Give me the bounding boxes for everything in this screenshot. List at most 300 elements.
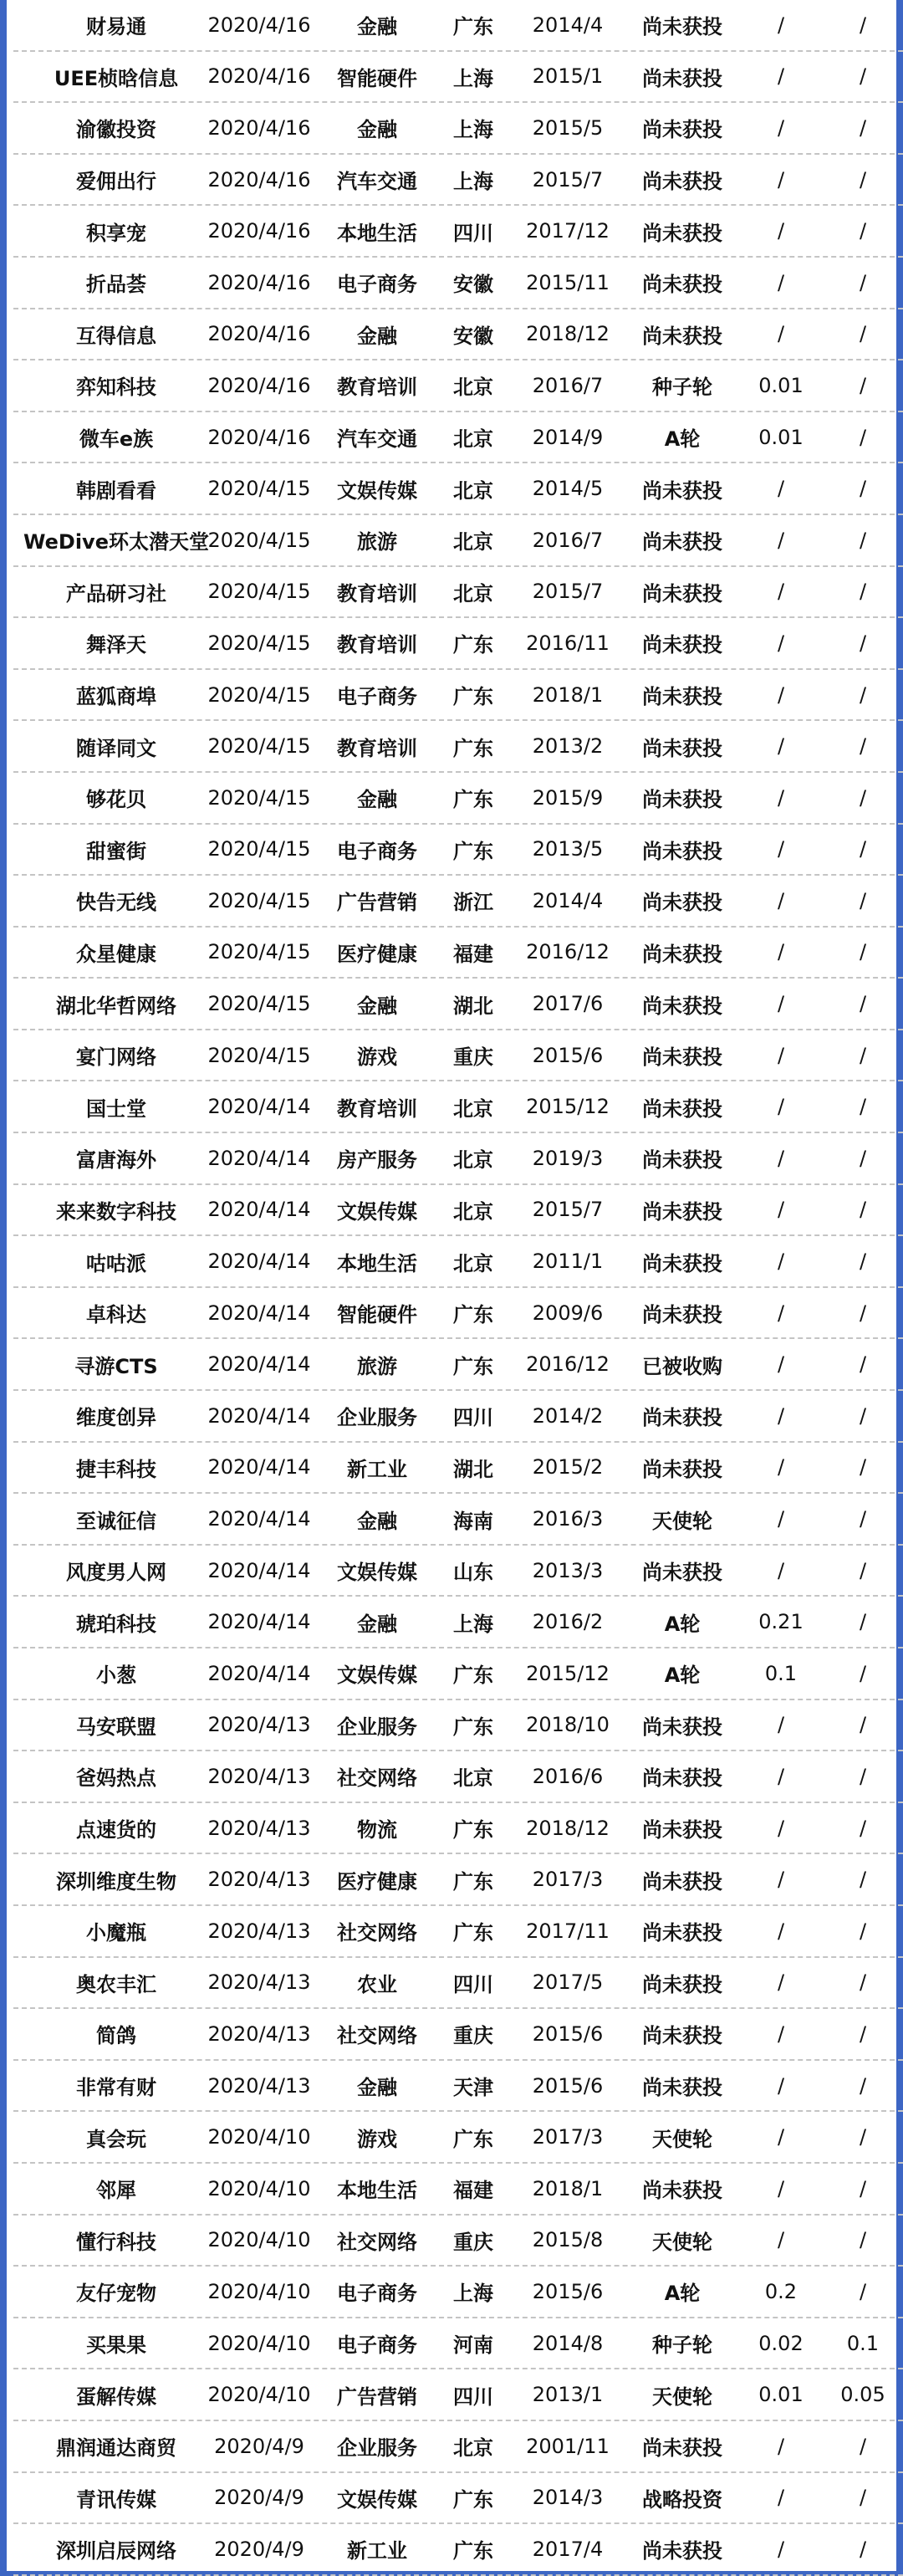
announce-date: 2020/4/15 bbox=[207, 631, 311, 655]
company-name: 富唐海外 bbox=[76, 1148, 156, 1173]
amount-cell-2: / bbox=[859, 1661, 867, 1685]
table-row bbox=[13, 1906, 903, 1958]
amount-cell: / bbox=[777, 1558, 785, 1582]
region: 上海 bbox=[453, 118, 493, 142]
industry: 教育培训 bbox=[337, 581, 417, 606]
company-name: 甜蜜街 bbox=[86, 839, 146, 863]
table-row bbox=[13, 1751, 903, 1803]
table-row bbox=[13, 360, 903, 412]
table-row bbox=[13, 618, 903, 670]
founded-date: 2013/1 bbox=[532, 2383, 604, 2407]
industry: 金融 bbox=[357, 15, 397, 39]
amount-cell: / bbox=[777, 1919, 785, 1943]
amount-cell-2: / bbox=[859, 1043, 867, 1067]
founded-date: 2017/4 bbox=[532, 2537, 604, 2561]
funding-round: 尚未获投 bbox=[642, 170, 722, 194]
funding-round: 尚未获投 bbox=[642, 633, 722, 657]
founded-date: 2015/6 bbox=[532, 1043, 604, 1067]
industry: 金融 bbox=[357, 1612, 397, 1636]
company-name: 产品研习社 bbox=[66, 581, 166, 606]
funding-round: 已被收购 bbox=[642, 1354, 722, 1378]
founded-date: 2016/3 bbox=[532, 1507, 604, 1531]
founded-date: 2014/8 bbox=[532, 2331, 604, 2355]
industry: 教育培训 bbox=[337, 736, 417, 760]
amount-cell: / bbox=[777, 477, 785, 501]
amount-cell: / bbox=[777, 1198, 785, 1222]
industry: 金融 bbox=[357, 324, 397, 348]
industry: 游戏 bbox=[357, 1045, 397, 1070]
company-name: 奥农丰汇 bbox=[76, 1972, 156, 1996]
company-name: 湖北华哲网络 bbox=[56, 994, 176, 1018]
funding-round: 尚未获投 bbox=[642, 1561, 722, 1585]
region: 广东 bbox=[453, 2487, 493, 2512]
amount-cell: / bbox=[777, 1970, 785, 1995]
industry: 教育培训 bbox=[337, 376, 417, 400]
announce-date: 2020/4/10 bbox=[207, 2125, 311, 2149]
region: 北京 bbox=[453, 1199, 493, 1224]
amount-cell: 0.2 bbox=[764, 2279, 798, 2303]
announce-date: 2020/4/15 bbox=[207, 888, 311, 912]
amount-cell-2: / bbox=[859, 1816, 867, 1840]
table-row bbox=[13, 2473, 903, 2525]
industry: 金融 bbox=[357, 788, 397, 812]
industry: 企业服务 bbox=[337, 1406, 417, 1430]
amount-cell: / bbox=[777, 2021, 785, 2046]
region: 海南 bbox=[453, 1509, 493, 1533]
founded-date: 2016/2 bbox=[532, 1610, 604, 1634]
announce-date: 2020/4/14 bbox=[207, 1301, 311, 1325]
amount-cell-2: / bbox=[859, 2125, 867, 2149]
amount-cell: / bbox=[777, 167, 785, 192]
announce-date: 2020/4/9 bbox=[214, 2434, 304, 2458]
table-row bbox=[13, 1288, 903, 1340]
funding-round: 尚未获投 bbox=[642, 788, 722, 812]
announce-date: 2020/4/15 bbox=[207, 940, 311, 964]
region: 重庆 bbox=[453, 1045, 493, 1070]
region: 北京 bbox=[453, 376, 493, 400]
company-name: 邻犀 bbox=[96, 2179, 136, 2203]
funding-round: 尚未获投 bbox=[642, 530, 722, 555]
company-name: 鼎润通达商贸 bbox=[56, 2436, 176, 2461]
company-name: 非常有财 bbox=[76, 2076, 156, 2100]
table-row bbox=[13, 1185, 903, 1237]
amount-cell: / bbox=[777, 1868, 785, 1892]
company-name: 真会玩 bbox=[86, 2127, 146, 2151]
founded-date: 2018/1 bbox=[532, 2176, 604, 2200]
table-row bbox=[13, 412, 903, 464]
announce-date: 2020/4/16 bbox=[207, 115, 311, 140]
company-name: 买果果 bbox=[86, 2333, 146, 2358]
table-row bbox=[13, 103, 903, 155]
table-row bbox=[13, 1803, 903, 1855]
founded-date: 2015/6 bbox=[532, 2021, 604, 2046]
region: 上海 bbox=[453, 66, 493, 90]
company-name: 互得信息 bbox=[76, 324, 156, 348]
funding-round: 天使轮 bbox=[652, 1509, 712, 1533]
funding-round: 尚未获投 bbox=[642, 1096, 722, 1121]
industry: 社交网络 bbox=[337, 1921, 417, 1945]
amount-cell-2: / bbox=[859, 682, 867, 707]
amount-cell-2: / bbox=[859, 1507, 867, 1531]
founded-date: 2014/3 bbox=[532, 2486, 604, 2510]
amount-cell-2: / bbox=[859, 1403, 867, 1428]
amount-cell: / bbox=[777, 940, 785, 964]
amount-cell-2: / bbox=[859, 1301, 867, 1325]
founded-date: 2017/6 bbox=[532, 992, 604, 1016]
amount-cell-2: / bbox=[859, 1198, 867, 1222]
table-row bbox=[13, 463, 903, 515]
amount-cell-2: / bbox=[859, 1352, 867, 1377]
table-row bbox=[13, 309, 903, 361]
announce-date: 2020/4/15 bbox=[207, 837, 311, 861]
region: 安徽 bbox=[453, 273, 493, 297]
funding-round: 尚未获投 bbox=[642, 1199, 722, 1224]
funding-round: 尚未获投 bbox=[642, 1869, 722, 1894]
table-row bbox=[13, 0, 903, 52]
amount-cell-2: / bbox=[859, 167, 867, 192]
industry: 电子商务 bbox=[337, 685, 417, 709]
announce-date: 2020/4/13 bbox=[207, 2021, 311, 2046]
announce-date: 2020/4/14 bbox=[207, 1661, 311, 1685]
announce-date: 2020/4/15 bbox=[207, 580, 311, 604]
funding-round: A轮 bbox=[664, 1612, 701, 1636]
amount-cell-2: / bbox=[859, 1713, 867, 1737]
funding-round: 尚未获投 bbox=[642, 1818, 722, 1843]
amount-cell: 0.21 bbox=[758, 1610, 804, 1634]
founded-date: 2018/12 bbox=[526, 1816, 610, 1840]
amount-cell-2: / bbox=[859, 734, 867, 759]
region: 浙江 bbox=[453, 891, 493, 915]
amount-cell-2: / bbox=[859, 1970, 867, 1995]
founded-date: 2013/5 bbox=[532, 837, 604, 861]
table-row bbox=[13, 1391, 903, 1443]
industry: 文娱传媒 bbox=[337, 478, 417, 503]
amount-cell: / bbox=[777, 528, 785, 552]
founded-date: 2015/7 bbox=[532, 1198, 604, 1222]
founded-date: 2016/6 bbox=[532, 1764, 604, 1788]
industry: 旅游 bbox=[357, 1354, 397, 1378]
industry: 广告营销 bbox=[337, 2384, 417, 2409]
company-name: 小葱 bbox=[96, 1664, 136, 1688]
company-name: 爱佣出行 bbox=[76, 170, 156, 194]
region: 福建 bbox=[453, 2179, 493, 2203]
company-name: 懂行科技 bbox=[76, 2230, 156, 2254]
table-row bbox=[13, 2369, 903, 2421]
funding-round: 尚未获投 bbox=[642, 1715, 722, 1739]
table-row bbox=[13, 1700, 903, 1752]
table-row bbox=[13, 1494, 903, 1546]
founded-date: 2018/10 bbox=[526, 1713, 610, 1737]
company-name: 蛋解传媒 bbox=[76, 2384, 156, 2409]
table-row bbox=[13, 2061, 903, 2113]
region: 天津 bbox=[453, 2076, 493, 2100]
funding-round: 尚未获投 bbox=[642, 839, 722, 863]
founded-date: 2009/6 bbox=[532, 1301, 604, 1325]
founded-date: 2017/12 bbox=[526, 219, 610, 243]
industry: 本地生活 bbox=[337, 221, 417, 245]
region: 北京 bbox=[453, 427, 493, 452]
funding-round: 尚未获投 bbox=[642, 324, 722, 348]
company-name: 国士堂 bbox=[86, 1096, 146, 1121]
founded-date: 2017/3 bbox=[532, 2125, 604, 2149]
region: 广东 bbox=[453, 1921, 493, 1945]
announce-date: 2020/4/16 bbox=[207, 167, 311, 192]
announce-date: 2020/4/15 bbox=[207, 528, 311, 552]
region: 山东 bbox=[453, 1561, 493, 1585]
industry: 本地生活 bbox=[337, 2179, 417, 2203]
founded-date: 2015/1 bbox=[532, 64, 604, 89]
founded-date: 2018/12 bbox=[526, 322, 610, 346]
industry: 教育培训 bbox=[337, 633, 417, 657]
announce-date: 2020/4/10 bbox=[207, 2279, 311, 2303]
industry: 房产服务 bbox=[337, 1148, 417, 1173]
founded-date: 2014/2 bbox=[532, 1403, 604, 1428]
company-name: 积享宠 bbox=[86, 221, 146, 245]
region: 北京 bbox=[453, 581, 493, 606]
company-name: 折品荟 bbox=[86, 273, 146, 297]
investment-table bbox=[13, 0, 903, 2576]
table-row bbox=[13, 2216, 903, 2267]
table-row bbox=[13, 515, 903, 567]
announce-date: 2020/4/16 bbox=[207, 13, 311, 37]
announce-date: 2020/4/14 bbox=[207, 1507, 311, 1531]
announce-date: 2020/4/15 bbox=[207, 992, 311, 1016]
amount-cell-2: / bbox=[859, 2279, 867, 2303]
amount-cell: / bbox=[777, 631, 785, 655]
funding-round: 尚未获投 bbox=[642, 1972, 722, 1996]
announce-date: 2020/4/15 bbox=[207, 682, 311, 707]
company-name: 众星健康 bbox=[76, 942, 156, 966]
announce-date: 2020/4/13 bbox=[207, 1713, 311, 1737]
industry: 金融 bbox=[357, 994, 397, 1018]
industry: 医疗健康 bbox=[337, 1869, 417, 1894]
industry: 物流 bbox=[357, 1818, 397, 1843]
funding-round: 尚未获投 bbox=[642, 1148, 722, 1173]
amount-cell-2: / bbox=[859, 2228, 867, 2252]
amount-cell: / bbox=[777, 2228, 785, 2252]
founded-date: 2014/4 bbox=[532, 888, 604, 912]
company-name: 微车e族 bbox=[79, 427, 154, 452]
region: 北京 bbox=[453, 2436, 493, 2461]
industry: 文娱传媒 bbox=[337, 1199, 417, 1224]
announce-date: 2020/4/10 bbox=[207, 2383, 311, 2407]
funding-round: A轮 bbox=[664, 1664, 701, 1688]
founded-date: 2015/12 bbox=[526, 1661, 610, 1685]
amount-cell: / bbox=[777, 888, 785, 912]
founded-date: 2019/3 bbox=[532, 1146, 604, 1170]
announce-date: 2020/4/16 bbox=[207, 219, 311, 243]
table-row bbox=[13, 1958, 903, 2010]
amount-cell: / bbox=[777, 219, 785, 243]
announce-date: 2020/4/9 bbox=[214, 2537, 304, 2561]
announce-date: 2020/4/14 bbox=[207, 1198, 311, 1222]
amount-cell-2: / bbox=[859, 2486, 867, 2510]
amount-cell: / bbox=[777, 837, 785, 861]
founded-date: 2018/1 bbox=[532, 682, 604, 707]
table-row bbox=[13, 1648, 903, 1700]
region: 上海 bbox=[453, 1612, 493, 1636]
announce-date: 2020/4/10 bbox=[207, 2228, 311, 2252]
funding-round: 尚未获投 bbox=[642, 1766, 722, 1791]
amount-cell-2: / bbox=[859, 1919, 867, 1943]
founded-date: 2016/12 bbox=[526, 1352, 610, 1377]
industry: 农业 bbox=[357, 1972, 397, 1996]
funding-round: 尚未获投 bbox=[642, 942, 722, 966]
industry: 电子商务 bbox=[337, 839, 417, 863]
amount-cell-2: / bbox=[859, 1095, 867, 1119]
region: 广东 bbox=[453, 788, 493, 812]
founded-date: 2013/3 bbox=[532, 1558, 604, 1582]
funding-round: 尚未获投 bbox=[642, 736, 722, 760]
amount-cell: / bbox=[777, 734, 785, 759]
table-row bbox=[13, 721, 903, 773]
funding-round: 尚未获投 bbox=[642, 15, 722, 39]
announce-date: 2020/4/14 bbox=[207, 1455, 311, 1480]
region: 广东 bbox=[453, 1715, 493, 1739]
table-row bbox=[13, 1133, 903, 1185]
founded-date: 2016/7 bbox=[532, 373, 604, 397]
company-name: 马安联盟 bbox=[76, 1715, 156, 1739]
table-row bbox=[13, 155, 903, 207]
industry: 医疗健康 bbox=[337, 942, 417, 966]
company-name: WeDive环太潜天堂 bbox=[23, 530, 209, 555]
announce-date: 2020/4/14 bbox=[207, 1352, 311, 1377]
funding-round: 尚未获投 bbox=[642, 685, 722, 709]
founded-date: 2015/2 bbox=[532, 1455, 604, 1480]
amount-cell-2: / bbox=[859, 1610, 867, 1634]
announce-date: 2020/4/13 bbox=[207, 1816, 311, 1840]
amount-cell-2: / bbox=[859, 373, 867, 397]
founded-date: 2015/7 bbox=[532, 580, 604, 604]
region: 安徽 bbox=[453, 324, 493, 348]
announce-date: 2020/4/16 bbox=[207, 270, 311, 294]
founded-date: 2014/4 bbox=[532, 13, 604, 37]
founded-date: 2011/1 bbox=[532, 1250, 604, 1274]
amount-cell: / bbox=[777, 1250, 785, 1274]
amount-cell-2: / bbox=[859, 2176, 867, 2200]
funding-round: 尚未获投 bbox=[642, 221, 722, 245]
company-name: 寻游CTS bbox=[74, 1354, 158, 1378]
amount-cell-2: / bbox=[859, 940, 867, 964]
table-row bbox=[13, 258, 903, 309]
company-name: 渝徽投资 bbox=[76, 118, 156, 142]
company-name: 卓科达 bbox=[86, 1303, 146, 1327]
announce-date: 2020/4/16 bbox=[207, 373, 311, 397]
funding-round: 尚未获投 bbox=[642, 1457, 722, 1481]
amount-cell-2: / bbox=[859, 13, 867, 37]
region: 河南 bbox=[453, 2333, 493, 2358]
funding-round: 尚未获投 bbox=[642, 2436, 722, 2461]
amount-cell: 0.01 bbox=[758, 373, 804, 397]
founded-date: 2014/9 bbox=[532, 425, 604, 449]
announce-date: 2020/4/15 bbox=[207, 1043, 311, 1067]
table-row bbox=[13, 1081, 903, 1133]
company-name: 友仔宠物 bbox=[76, 2282, 156, 2306]
industry: 新工业 bbox=[347, 1457, 407, 1481]
company-name: 青讯传媒 bbox=[76, 2487, 156, 2512]
region: 广东 bbox=[453, 736, 493, 760]
founded-date: 2015/12 bbox=[526, 1095, 610, 1119]
table-row bbox=[13, 1854, 903, 1906]
founded-date: 2015/8 bbox=[532, 2228, 604, 2252]
industry: 金融 bbox=[357, 2076, 397, 2100]
table-row bbox=[13, 2267, 903, 2318]
table-row bbox=[13, 825, 903, 877]
founded-date: 2015/5 bbox=[532, 115, 604, 140]
company-name: 简鸽 bbox=[96, 2024, 136, 2048]
region: 北京 bbox=[453, 1766, 493, 1791]
region: 重庆 bbox=[453, 2230, 493, 2254]
funding-round: 尚未获投 bbox=[642, 118, 722, 142]
funding-round: 尚未获投 bbox=[642, 2539, 722, 2563]
table-row bbox=[13, 2421, 903, 2473]
region: 四川 bbox=[453, 1972, 493, 1996]
amount-cell: / bbox=[777, 13, 785, 37]
funding-round: 尚未获投 bbox=[642, 1251, 722, 1275]
company-name: 捷丰科技 bbox=[76, 1457, 156, 1481]
table-row bbox=[13, 2164, 903, 2216]
table-row bbox=[13, 1546, 903, 1597]
table-row bbox=[13, 2009, 903, 2061]
amount-cell-2: / bbox=[859, 837, 867, 861]
announce-date: 2020/4/16 bbox=[207, 64, 311, 89]
company-name: 宴门网络 bbox=[76, 1045, 156, 1070]
founded-date: 2016/12 bbox=[526, 940, 610, 964]
region: 广东 bbox=[453, 1303, 493, 1327]
table-row bbox=[13, 1339, 903, 1391]
amount-cell: / bbox=[777, 682, 785, 707]
region: 北京 bbox=[453, 1148, 493, 1173]
announce-date: 2020/4/14 bbox=[207, 1146, 311, 1170]
company-name: 够花贝 bbox=[86, 788, 146, 812]
amount-cell: / bbox=[777, 1095, 785, 1119]
company-name: UEE桢晗信息 bbox=[54, 66, 179, 90]
announce-date: 2020/4/13 bbox=[207, 1764, 311, 1788]
amount-cell: 0.01 bbox=[758, 2383, 804, 2407]
industry: 电子商务 bbox=[337, 2333, 417, 2358]
amount-cell-2: / bbox=[859, 270, 867, 294]
announce-date: 2020/4/14 bbox=[207, 1610, 311, 1634]
funding-round: 尚未获投 bbox=[642, 1921, 722, 1945]
founded-date: 2017/5 bbox=[532, 1970, 604, 1995]
amount-cell: / bbox=[777, 2176, 785, 2200]
amount-cell: / bbox=[777, 1713, 785, 1737]
industry: 智能硬件 bbox=[337, 1303, 417, 1327]
company-name: 舞泽天 bbox=[86, 633, 146, 657]
region: 北京 bbox=[453, 530, 493, 555]
table-row bbox=[13, 1030, 903, 1082]
amount-cell: / bbox=[777, 1352, 785, 1377]
region: 湖北 bbox=[453, 1457, 493, 1481]
amount-cell: / bbox=[777, 1146, 785, 1170]
company-name: 维度创异 bbox=[76, 1406, 156, 1430]
region: 北京 bbox=[453, 1096, 493, 1121]
amount-cell-2: / bbox=[859, 2537, 867, 2561]
amount-cell: / bbox=[777, 1455, 785, 1480]
table-row bbox=[13, 1597, 903, 1648]
industry: 文娱传媒 bbox=[337, 1664, 417, 1688]
announce-date: 2020/4/14 bbox=[207, 1095, 311, 1119]
table-row bbox=[13, 52, 903, 104]
company-name: 至诚征信 bbox=[76, 1509, 156, 1533]
amount-cell-2: / bbox=[859, 1455, 867, 1480]
founded-date: 2016/11 bbox=[526, 631, 610, 655]
founded-date: 2015/6 bbox=[532, 2279, 604, 2303]
company-name: 深圳维度生物 bbox=[56, 1869, 176, 1894]
company-name: 琥珀科技 bbox=[76, 1612, 156, 1636]
funding-round: 尚未获投 bbox=[642, 1045, 722, 1070]
amount-cell: / bbox=[777, 992, 785, 1016]
